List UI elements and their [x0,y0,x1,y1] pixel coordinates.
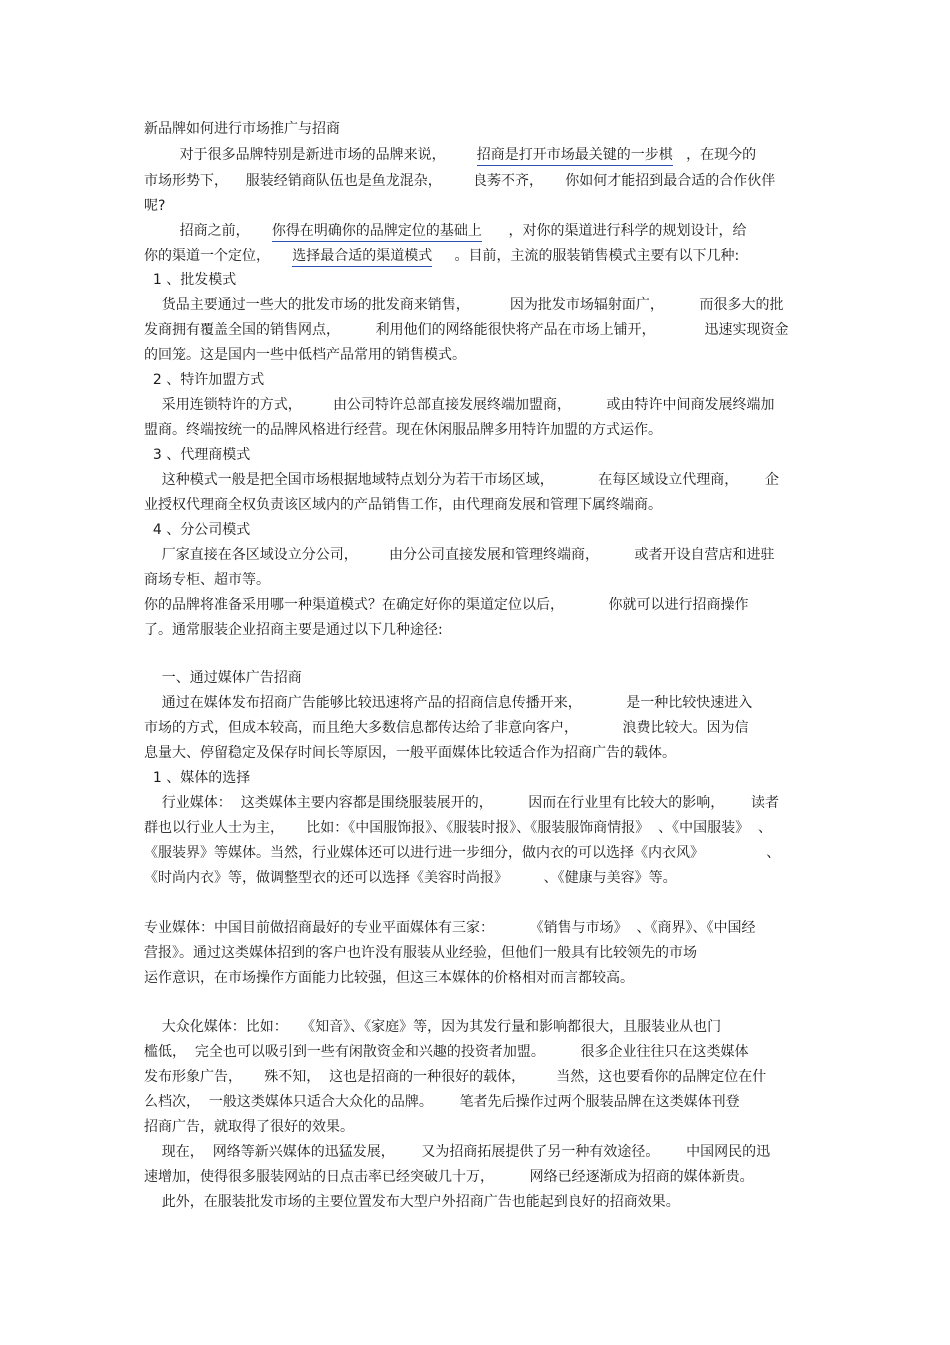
underlined-phrase: 你得在明确你的品牌定位的基础上 [272,222,482,242]
text-line: 大众化媒体：比如： 《知音》、《家庭》等，因为其发行量和影响都很大，且服装业从也门 [144,1019,722,1035]
text-line: 盟商。终端按统一的品牌风格进行经营。现在休闲服品牌多用特许加盟的方式运作。 [144,422,662,438]
line-text-after: ，在现今的 [672,147,757,163]
text-line: 1 、批发模式 [144,272,237,288]
text-line: 呢? [144,198,166,214]
text-line: 发布形象广告， 殊不知， 这也是招商的一种很好的载体， 当然，这也要看你的品牌定位在什 [144,1069,767,1085]
text-line: 速增加，使得很多服装网站的日点击率已经突破几十万， 网络已经逐渐成为招商的媒体新贵。 [144,1169,754,1185]
text-line: 厂家直接在各区域设立分公司， 由分公司直接发展和管理终端商， 或者开设自营店和进驻 [144,547,775,563]
text-line: 专业媒体：中国目前做招商最好的专业平面媒体有三家： 《销售与市场》 、《商界》、《中国经 [144,920,756,936]
text-line: 通过在媒体发布招商广告能够比较迅速将产品的招商信息传播开来， 是一种比较快速进入 [144,695,753,711]
underlined-phrase: 选择最合适的渠道模式 [292,247,432,267]
text-line [144,146,756,166]
line-text-before: 对于很多品牌特别是新进市场的品牌来说， [144,147,477,163]
text-line: 么档次， 一般这类媒体只适合大众化的品牌。 笔者先后操作过两个服装品牌在这类媒体刊登 [144,1094,740,1110]
text-line: 新品牌如何进行市场推广与招商 [144,121,340,137]
text-line: 了。通常服装企业招商主要是通过以下几种途径: [144,622,443,638]
line-text-before: 招商之前， [144,223,272,239]
underlined-phrase: 招商是打开市场最关键的一步棋 [477,146,673,166]
text-line: 4 、分公司模式 [144,522,251,538]
text-line: 2 、特许加盟方式 [144,372,265,388]
text-line: 市场形势下， 服装经销商队伍也是鱼龙混杂， 良莠不齐， 你如何才能招到最合适的合作伙伴 [144,173,776,189]
text-line: 你的品牌将准备采用哪一种渠道模式？在确定好你的渠道定位以后， 你就可以进行招商操作 [144,597,749,613]
text-line: 群也以行业人士为主， 比如：《中国服饰报》、《服装时报》、《服装服饰商情报》 、《中国服装》 、 [144,820,773,836]
text-line: 现在， 网络等新兴媒体的迅猛发展， 又为招商拓展提供了另一种有效途径。 中国网民的迅 [144,1144,771,1160]
text-line: 市场的方式，但成本较高，而且绝大多数信息都传达给了非意向客户， 浪费比较大。因为信 [144,720,749,736]
text-line: 息量大、停留稳定及保存时间长等原因，一般平面媒体比较适合作为招商广告的载体。 [144,745,676,761]
text-line: 《时尚内衣》等，做调整型衣的还可以选择《美容时尚报》 、《健康与美容》等。 [144,870,677,886]
text-line: 商场专柜、超市等。 [144,572,270,588]
line-text-after: ，对你的渠道进行科学的规划设计，给 [481,223,747,239]
text-line: 3 、代理商模式 [144,447,251,463]
text-line: 业授权代理商全权负责该区域内的产品销售工作，由代理商发展和管理下属终端商。 [144,497,662,513]
line-text-after: 。目前，主流的服装销售模式主要有以下几种: [432,248,740,264]
text-line: 此外，在服装批发市场的主要位置发布大型户外招商广告也能起到良好的招商效果。 [144,1194,680,1210]
text-line: 的回笼。这是国内一些中低档产品常用的销售模式。 [144,347,466,363]
text-line: 这种模式一般是把全国市场根据地域特点划分为若干市场区域， 在每区域设立代理商， 企 [144,472,780,488]
text-line: 发商拥有覆盖全国的销售网点， 利用他们的网络能很快将产品在市场上铺开， 迅速实现资金 [144,322,789,338]
text-line: 槛低， 完全也可以吸引到一些有闲散资金和兴趣的投资者加盟。 很多企业往往只在这类媒体 [144,1044,749,1060]
text-line: 一、通过媒体广告招商 [144,670,302,686]
text-line: 1 、媒体的选择 [144,770,251,786]
text-line: 行业媒体： 这类媒体主要内容都是围绕服装展开的， 因而在行业里有比较大的影响， 读者 [144,795,780,811]
text-line: 《服装界》等媒体。当然，行业媒体还可以进行进一步细分，做内衣的可以选择《内衣风》 、 [144,845,781,861]
text-line: 货品主要通过一些大的批发市场的批发商来销售， 因为批发市场辐射面广， 而很多大的批 [144,297,784,313]
text-line [144,222,747,242]
text-line: 招商广告，就取得了很好的效果。 [144,1119,354,1135]
text-line: 运作意识，在市场操作方面能力比较强，但这三本媒体的价格相对而言都较高。 [144,970,634,986]
text-line [144,247,739,267]
text-line: 采用连锁特许的方式， 由公司特许总部直接发展终端加盟商， 或由特许中间商发展终端加 [144,397,775,413]
text-line: 营报》。通过这类媒体招到的客户也许没有服装从业经验，但他们一般具有比较领先的市场 [144,945,697,961]
line-text-before: 你的渠道一个定位， [144,248,293,264]
